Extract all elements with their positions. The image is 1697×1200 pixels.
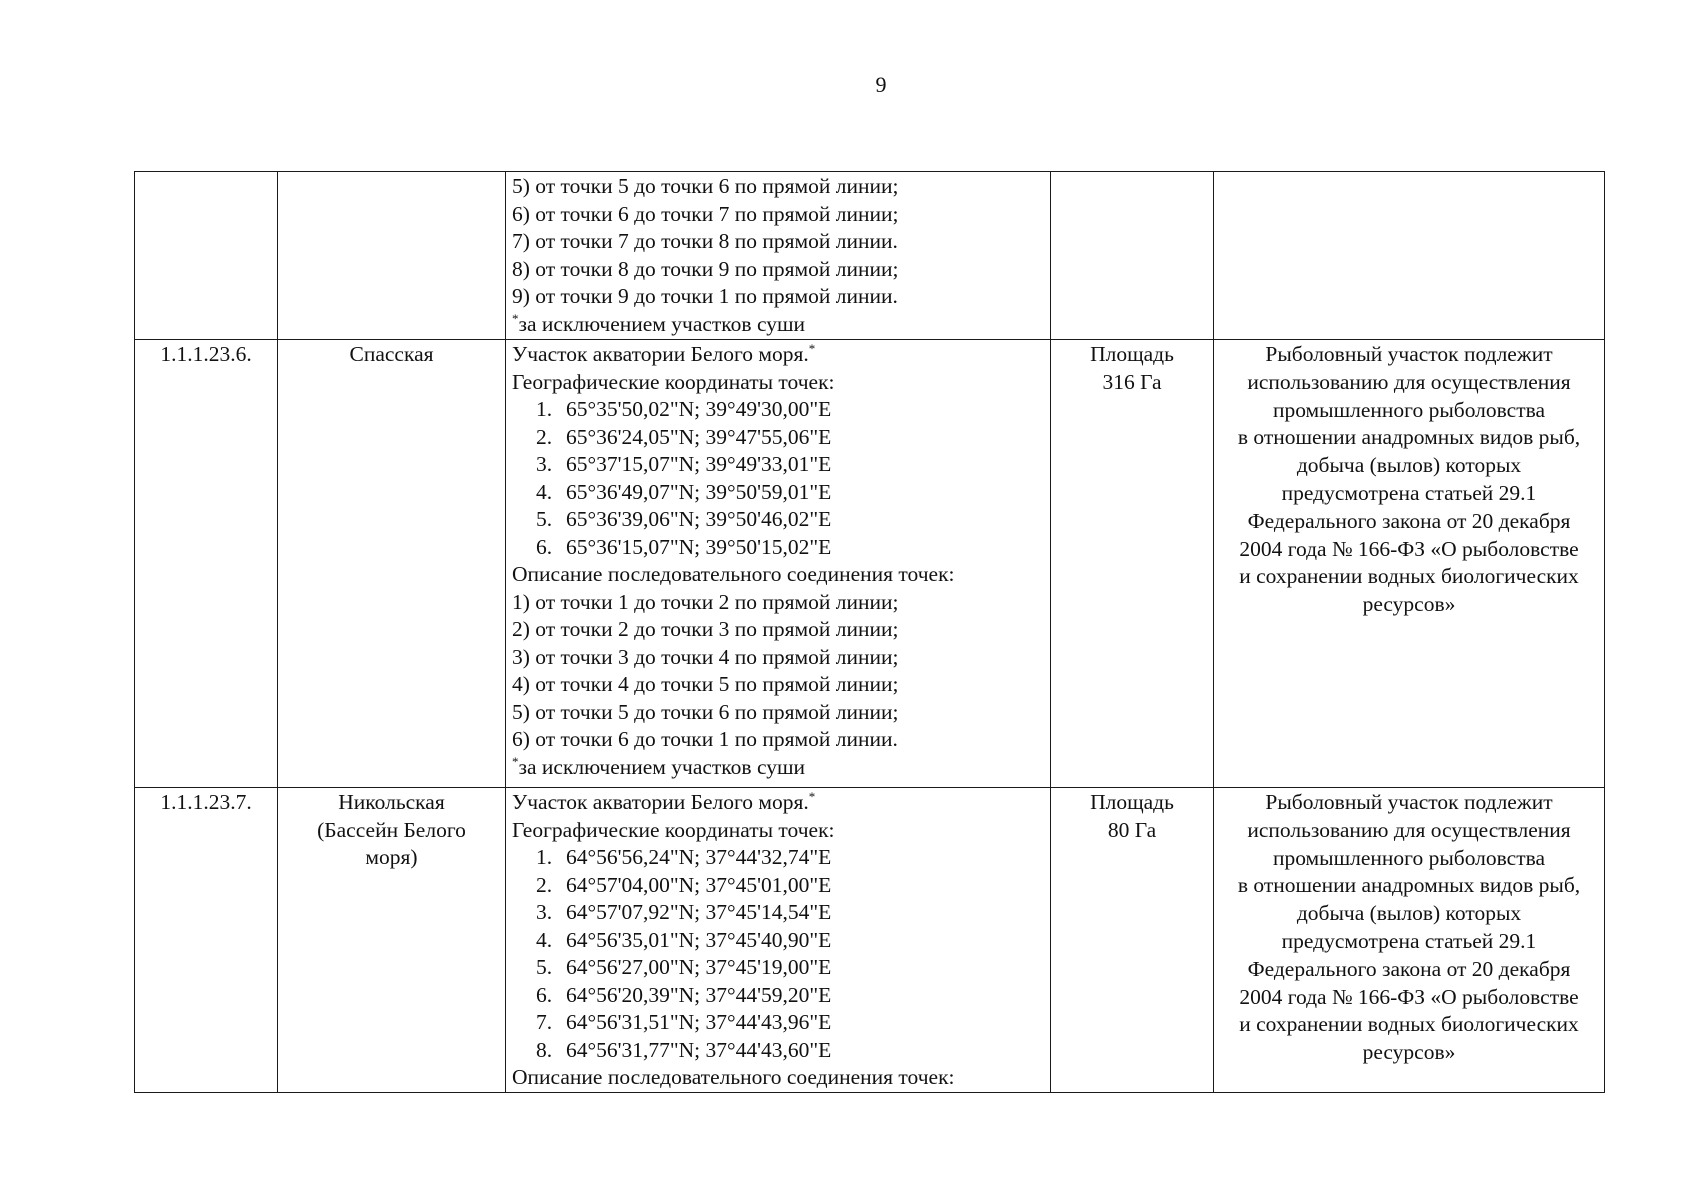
row-number: 1.1.1.23.7. bbox=[135, 788, 278, 1093]
coords-heading: Географические координаты точек: bbox=[512, 817, 835, 842]
coordinate-item: 6. 65°36'15,07"N; 39°50'15,02"E bbox=[536, 534, 832, 559]
coordinate-item: 1. 65°35'50,02"N; 39°49'30,00"E bbox=[536, 397, 832, 421]
note-line: добыча (вылов) которых bbox=[1296, 901, 1522, 926]
connection-line: 9) от точки 9 до точки 1 по прямой линии. bbox=[512, 284, 898, 308]
area-label: Площадь bbox=[1090, 790, 1174, 814]
note-line: в отношении анадромных видов рыб, bbox=[1237, 425, 1581, 450]
note-line: и сохранении водных биологических bbox=[1239, 564, 1579, 589]
note-line: использованию для осуществления bbox=[1247, 817, 1571, 842]
coordinate-item: 1. 64°56'56,24"N; 37°44'32,74"E bbox=[536, 845, 832, 869]
coordinate-item: 2. 65°36'24,05"N; 39°47'55,06"E bbox=[536, 424, 832, 449]
note-line: и сохранении водных биологических bbox=[1239, 1012, 1579, 1037]
note-line: промышленного рыболовства bbox=[1272, 845, 1546, 870]
area-intro: Участок акватории Белого моря.* bbox=[512, 341, 816, 366]
area-value: 80 Га bbox=[1107, 817, 1157, 842]
note-line: Федерального закона от 20 декабря bbox=[1247, 508, 1571, 533]
coordinate-item: 4. 65°36'49,07"N; 39°50'59,01"E bbox=[536, 479, 832, 504]
area-label: Площадь bbox=[1090, 342, 1174, 366]
note-line: предусмотрена статьей 29.1 bbox=[1281, 928, 1537, 953]
cell-description bbox=[506, 172, 1051, 340]
note-line: добыча (вылов) которых bbox=[1296, 453, 1522, 478]
note-line: предусмотрена статьей 29.1 bbox=[1281, 480, 1537, 505]
note-line: ресурсов» bbox=[1362, 1040, 1456, 1065]
row-name bbox=[278, 788, 506, 1093]
coordinate-item: 5. 65°36'39,06"N; 39°50'46,02"E bbox=[536, 507, 832, 531]
note-line: использованию для осуществления bbox=[1247, 369, 1571, 394]
cell-note bbox=[1214, 788, 1605, 1093]
connection-heading: Описание последовательного соединения точек: bbox=[512, 1065, 955, 1089]
name-line: моря) bbox=[365, 845, 418, 869]
note-line: 2004 года № 166-ФЗ «О рыболовстве bbox=[1239, 984, 1579, 1009]
connection-line: 1) от точки 1 до точки 2 по прямой линии; bbox=[512, 589, 899, 614]
name-line: Никольская bbox=[338, 790, 445, 814]
footnote-mark: * bbox=[808, 341, 816, 356]
row-name: Спасская bbox=[278, 340, 506, 788]
page-number: 9 bbox=[875, 72, 887, 97]
area-intro: Участок акватории Белого моря.* bbox=[512, 789, 816, 814]
note-line: ресурсов» bbox=[1362, 592, 1456, 617]
cell-number-empty bbox=[135, 172, 278, 340]
coordinate-item: 8. 64°56'31,77"N; 37°44'43,60"E bbox=[536, 1037, 832, 1062]
cell-note bbox=[1214, 340, 1605, 788]
connection-line: 2) от точки 2 до точки 3 по прямой линии; bbox=[512, 617, 899, 641]
name-line: (Бассейн Белого bbox=[317, 817, 466, 842]
area-value: 316 Га bbox=[1102, 369, 1162, 394]
coordinate-item: 2. 64°57'04,00"N; 37°45'01,00"E bbox=[536, 872, 832, 897]
coords-heading: Географические координаты точек: bbox=[512, 369, 835, 394]
connection-line: 6) от точки 6 до точки 7 по прямой линии; bbox=[512, 201, 899, 226]
connection-line: 8) от точки 8 до точки 9 по прямой линии; bbox=[512, 256, 899, 281]
coordinate-item: 5. 64°56'27,00"N; 37°45'19,00"E bbox=[536, 955, 832, 979]
footnote-text: за исключением участков суши bbox=[518, 754, 806, 779]
coordinate-item: 4. 64°56'35,01"N; 37°45'40,90"E bbox=[536, 927, 832, 952]
coordinate-item: 7. 64°56'31,51"N; 37°44'43,96"E bbox=[536, 1010, 832, 1034]
table-row-nikolskaya bbox=[135, 788, 1605, 1093]
footnote-mark: * bbox=[512, 310, 519, 326]
cell-note-empty bbox=[1214, 172, 1605, 340]
connection-line: 3) от точки 3 до точки 4 по прямой линии; bbox=[512, 644, 899, 669]
connection-line: 5) от точки 5 до точки 6 по прямой линии; bbox=[512, 699, 899, 724]
coordinate-item: 6. 64°56'20,39"N; 37°44'59,20"E bbox=[536, 982, 832, 1007]
fishing-areas-table bbox=[134, 171, 1605, 1093]
note-line: Рыболовный участок подлежит bbox=[1265, 342, 1553, 366]
connection-heading: Описание последовательного соединения точек: bbox=[512, 562, 955, 586]
table-row-spasskaya bbox=[135, 340, 1605, 788]
connection-line: 6) от точки 6 до точки 1 по прямой линии. bbox=[512, 727, 898, 751]
note-line: промышленного рыболовства bbox=[1272, 397, 1546, 422]
cell-description bbox=[506, 340, 1051, 788]
connection-line: 5) от точки 5 до точки 6 по прямой линии; bbox=[512, 174, 899, 198]
connection-line: 7) от точки 7 до точки 8 по прямой линии. bbox=[512, 229, 898, 253]
cell-area bbox=[1051, 340, 1214, 788]
row-number: 1.1.1.23.6. bbox=[135, 340, 278, 788]
footnote-mark: * bbox=[512, 753, 519, 769]
footnote-line bbox=[512, 754, 1044, 782]
footnote-text: за исключением участков суши bbox=[518, 311, 806, 336]
cell-name-empty bbox=[278, 172, 506, 340]
note-line: Рыболовный участок подлежит bbox=[1265, 790, 1553, 814]
cell-area-empty bbox=[1051, 172, 1214, 340]
note-line: Федерального закона от 20 декабря bbox=[1247, 956, 1571, 981]
table-row-continuation bbox=[135, 172, 1605, 340]
cell-description bbox=[506, 788, 1051, 1093]
coordinate-item: 3. 65°37'15,07"N; 39°49'33,01"E bbox=[536, 452, 832, 476]
note-line: в отношении анадромных видов рыб, bbox=[1237, 873, 1581, 898]
footnote-line bbox=[512, 311, 1044, 339]
note-line: 2004 года № 166-ФЗ «О рыболовстве bbox=[1239, 536, 1579, 561]
connection-line: 4) от точки 4 до точки 5 по прямой линии; bbox=[512, 672, 899, 696]
footnote-mark: * bbox=[808, 789, 816, 804]
coordinate-item: 3. 64°57'07,92"N; 37°45'14,54"E bbox=[536, 900, 832, 924]
cell-area bbox=[1051, 788, 1214, 1093]
